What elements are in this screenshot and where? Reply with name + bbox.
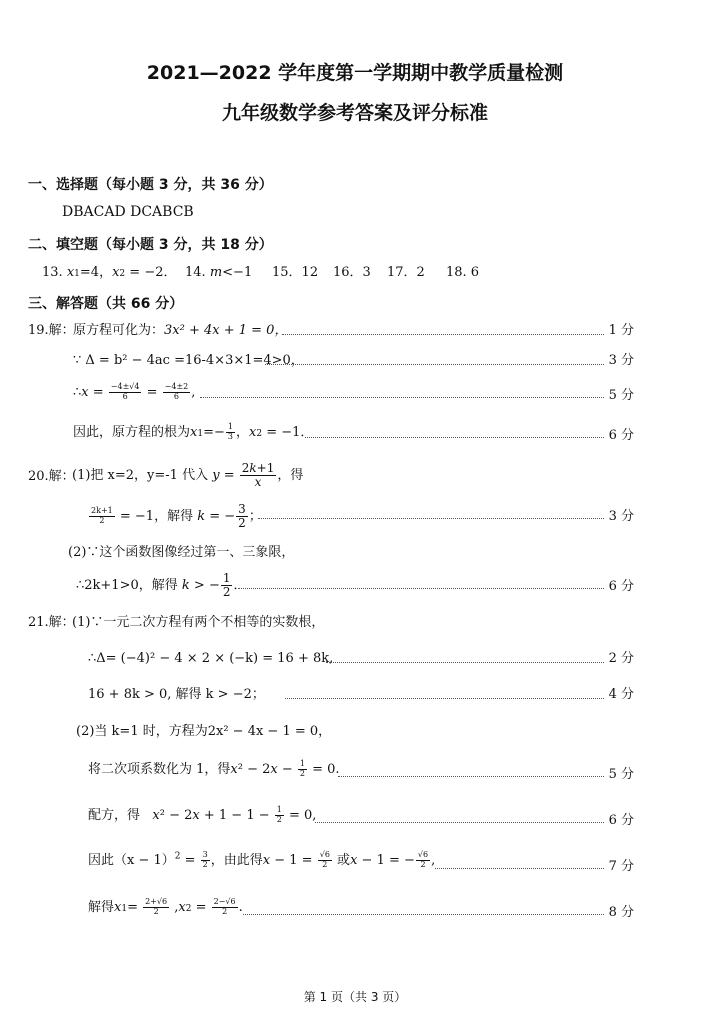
section-fill-title: 二、填空题（每小题 3 分，共 18 分） [28, 237, 273, 253]
leader-dots [326, 662, 604, 663]
score-mark: 7 分 [608, 859, 634, 874]
q21-line3: 16 + 8k > 0, 解得 k > −2； [88, 687, 265, 702]
q21-line4: (2)当 k=1 时，方程为2x² − 4x − 1 = 0， [76, 724, 332, 739]
q21-line6: 配方，得 x² − 2x + 1 − 1 − $\frac{1}{2}$ = 0, [88, 805, 317, 824]
q20-line3: (2)∵这个函数图像经过第一、三象限， [68, 545, 295, 560]
score-mark: 4 分 [608, 687, 634, 702]
q19-label: 19.解： [28, 323, 75, 338]
q20-line4: ∴2k+1>0，解得 k > − $\frac{1}{2}$ ． [76, 571, 247, 600]
q21-line8: 解得x1= $\frac{2+√6}{2}$ ,x2 = $\frac{2-√6}{2}$ . [88, 897, 243, 916]
q19-line4: 因此，原方程的根为x1=− $\frac{1}{3}$ ，x2 = −1． [73, 422, 314, 441]
q21-line7: 因此$(x - 1)^2$ = $\frac{3}{2}$ ，由此得x − 1 = $\frac{√6}{2}$ 或x − 1 = − $\frac{√6}{2}$ , [88, 850, 436, 869]
fill-answer-17: 17．2 [387, 265, 425, 280]
q19-line2: ∵ Δ = b² − 4ac =16-4×3×1=4>0， [73, 353, 304, 368]
section-choice-title: 一、选择题（每小题 3 分，共 36 分） [28, 177, 273, 193]
q21-label: 21.解： [28, 615, 75, 630]
fill-answer-16: 16．3 [333, 265, 371, 280]
score-mark: 1 分 [608, 323, 634, 338]
fill-answer-14: 14. m<−1 [185, 265, 253, 280]
score-mark: 8 分 [608, 905, 634, 920]
leader-dots [265, 364, 604, 365]
q20-line1: (1)把 x=2，y=-1 代入 y = $\frac{2k+1}{x}$ ，得 [72, 461, 304, 490]
score-mark: 6 分 [608, 813, 634, 828]
score-mark: 3 分 [608, 509, 634, 524]
q20-label: 20.解： [28, 469, 75, 484]
leader-dots [200, 397, 604, 398]
leader-dots [243, 914, 604, 915]
fill-answer-15: 15．12 [272, 265, 319, 280]
score-mark: 5 分 [608, 388, 634, 403]
section-solution-title: 三、解答题（共 66 分） [28, 296, 184, 312]
q21-line2: ∴Δ= (−4)² − 4 × 2 × (−k) = 16 + 8k, [88, 651, 334, 666]
q21-line1: (1)∵一元二次方程有两个不相等的实数根， [72, 615, 325, 630]
page-title: 2021—2022 学年度第一学期期中教学质量检测 [146, 62, 564, 84]
fill-answer-18: 18. 6 [446, 265, 480, 280]
leader-dots [435, 868, 604, 869]
score-mark: 2 分 [608, 651, 634, 666]
q21-line5: 将二次项系数化为 1，得x² − 2x − $\frac{1}{2}$ = 0. [88, 759, 340, 778]
q19-line3: ∴x = $\frac{-4\pm√4}{6}$ = $\frac{-4\pm 2}{6}$ , [73, 382, 196, 401]
page-number: 第 1 页（共 3 页） [303, 990, 407, 1004]
q20-line2: $\frac{2k+1}{2}$ = −1，解得 k = − $\frac{3}{2}$ ； [91, 502, 262, 531]
leader-dots [238, 588, 604, 589]
q19-line1: 原方程可化为：3x² + 4x + 1 = 0， [73, 323, 288, 338]
score-mark: 3 分 [608, 353, 634, 368]
leader-dots [315, 822, 604, 823]
fill-answer-13: 13. x1=4，x2 = −2． [42, 265, 177, 280]
leader-dots [305, 437, 604, 438]
leader-dots [338, 776, 604, 777]
page-subtitle: 九年级数学参考答案及评分标准 [221, 102, 488, 124]
leader-dots [282, 334, 604, 335]
score-mark: 5 分 [608, 767, 634, 782]
leader-dots [258, 518, 604, 519]
leader-dots [285, 698, 604, 699]
choice-answers: DBACAD DCABCB [62, 204, 194, 220]
score-mark: 6 分 [608, 428, 634, 443]
score-mark: 6 分 [608, 579, 634, 594]
